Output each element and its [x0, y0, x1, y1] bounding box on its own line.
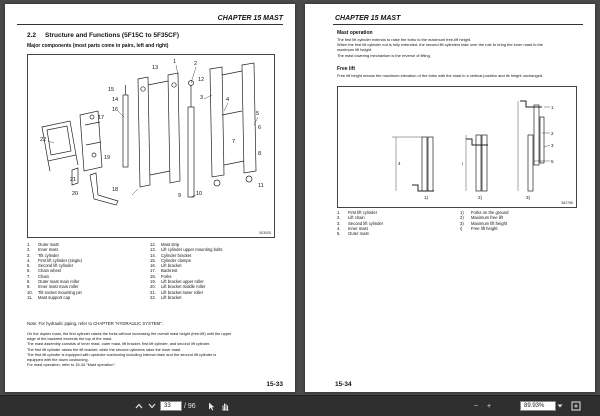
- chapter-header: CHAPTER 15 MAST: [217, 15, 283, 22]
- callout-21: 21: [70, 177, 77, 183]
- chevron-down-icon[interactable]: [146, 400, 158, 412]
- legend-row: 4. Inner mast: [337, 225, 368, 231]
- exploded-diagram: [27, 54, 275, 238]
- legend-row: i) Free lift height: [460, 225, 498, 231]
- hand-tool-icon[interactable]: [219, 400, 231, 412]
- zoom-in-button[interactable]: +: [486, 402, 492, 410]
- zoom-out-button[interactable]: −: [473, 402, 479, 410]
- right-page: [305, 4, 595, 392]
- callout-13: 13: [152, 65, 159, 71]
- mast-exploded-view: [28, 55, 274, 237]
- backrest-drawing: [42, 121, 78, 185]
- figure-legend-left: [337, 210, 457, 236]
- callout-2: 2: [551, 131, 554, 136]
- callout-3: 3: [200, 95, 204, 101]
- parts-legend-left: [27, 242, 147, 300]
- note: Note: For hydraulic piping, refer to CHAPTER "HYDRAULIC SYSTEM".: [27, 321, 163, 326]
- pdf-viewer-toolbar: [0, 395, 600, 416]
- stage-3-label: 3): [526, 195, 531, 200]
- legend-row: 22. Lift bracket: [150, 294, 182, 300]
- callout-2: 2: [194, 61, 198, 67]
- figure-code: 582786: [561, 201, 573, 205]
- callout-1: 1: [173, 59, 177, 65]
- callout-12: 12: [198, 77, 205, 83]
- callout-5: 5: [551, 159, 554, 164]
- legend-row: 2) Maximum free lift: [460, 215, 503, 221]
- header-rule: [17, 24, 283, 25]
- callout-19: 19: [104, 155, 111, 161]
- legend-row: 1. First lift cylinder: [337, 210, 378, 215]
- callout-18: 18: [112, 187, 119, 193]
- callout-9: 9: [178, 193, 182, 199]
- callout-4: 4: [226, 97, 230, 103]
- subheading: Major components (most parts come in pairs, left and right): [27, 43, 169, 49]
- legend-row: 3. Tilt cylinder: [27, 252, 60, 258]
- legend-row: 1) Forks on the ground: [460, 210, 509, 215]
- callout-3: 3: [551, 143, 554, 148]
- header-rule: [333, 24, 583, 25]
- legend-row: 9. Inner mast main roller: [27, 284, 79, 290]
- callout-16: 16: [112, 107, 119, 113]
- legend-row: 2. Inner mast: [27, 247, 58, 253]
- stage-2-mast: [466, 135, 488, 191]
- legend-row: 21. Lift bracket lower roller: [150, 289, 204, 295]
- section-title: [27, 32, 179, 39]
- legend-row: 20. Lift bracket middle roller: [150, 284, 206, 290]
- callout-6: 6: [258, 125, 262, 131]
- legend-row: 10. Tilt socket mounting pin: [27, 289, 82, 295]
- legend-row: 8. Outer mast main roller: [27, 279, 80, 285]
- legend-row: 4. First lift cylinder (single): [27, 257, 82, 263]
- outer-mast-drawing: [210, 63, 256, 186]
- zoom-dropdown-icon[interactable]: [556, 400, 564, 412]
- legend-row: 6. Chain wheel: [27, 268, 62, 274]
- callout-22: 22: [40, 137, 47, 143]
- total-pages: / 96: [184, 402, 196, 410]
- mast-operation-text: The first lift cylinder extends to raise the forks to the maximum free-lift height. When the first lift cylinder rod is fully extended, the second lift cylinders take over the role to bring the inner mast to the maximum lift height. The mast lowering mechanism is the reverse of lifting.: [337, 37, 543, 58]
- legend-row: 16. Lift bracket: [150, 263, 182, 269]
- free-lift-heading: Free lift: [337, 66, 356, 72]
- callout-4: 4: [398, 161, 401, 166]
- legend-row: 5. Outer mast: [337, 231, 369, 237]
- parts-legend-right: [150, 242, 275, 300]
- legend-row: 18. Forks: [150, 273, 172, 279]
- figure-code: 503005: [259, 231, 271, 235]
- callout-7: 7: [232, 139, 236, 145]
- body-text: On the duplex mast, the first cylinder raises the forks without increasing the overall mast height (free-lift) until the upper edge of the backrest exceeds the top of the mast. The mast assembly consists of inner mast, outer mast, lift bracket, first lift cylinder, and second lift cylinder. The first lift cylinder raises the lift bracket, while the second cylinders raise the inner mast. The first lift cylinder is equipped with upstroke cushioning including internal drain and the second lift cylinder is equipped with the down cushioning. For mast operation, refer to 15-34 "Mast operation".: [27, 331, 232, 368]
- stage-3-mast: [518, 101, 544, 191]
- section-title-text: Structure and Functions (5F15C to 5F35CF): [45, 32, 179, 39]
- legend-row: 14. Cylinder bracket: [150, 252, 192, 258]
- legend-row: 13. Lift cylinder upper mounting bolts: [150, 247, 223, 253]
- page-number: 15-33: [266, 381, 283, 388]
- page-number-input[interactable]: 33: [160, 401, 182, 411]
- mast-operation-heading: Mast operation: [337, 30, 373, 36]
- chapter-header: CHAPTER 15 MAST: [335, 15, 401, 22]
- zoom-level-input[interactable]: 89.93%: [520, 401, 556, 411]
- legend-row: 15. Cylinder clamps: [150, 257, 191, 263]
- stage-1-label: 1): [424, 195, 429, 200]
- legend-row: 19. Lift bracket upper roller: [150, 279, 204, 285]
- legend-row: 12. Mast strip: [150, 242, 180, 247]
- inner-mast-drawing: [138, 73, 180, 187]
- callout-10: 10: [196, 191, 203, 197]
- callout-1: 1: [551, 105, 554, 110]
- lift-cylinder-drawing: [123, 81, 194, 198]
- legend-row: 7. Chain: [27, 273, 49, 279]
- cursor-icon[interactable]: [205, 400, 217, 412]
- callout-14: 14: [112, 97, 119, 103]
- callout-11: 11: [258, 183, 264, 189]
- stage-2-label: 2): [478, 195, 483, 200]
- legend-row: 3) Maximum lift height: [460, 220, 508, 226]
- free-lift-text: Free lift height means the maximum elevation of the forks with the mast in a vertical position and its height unchanged.: [337, 73, 544, 78]
- callout-20: 20: [72, 191, 79, 197]
- legend-row: 3. Second lift cylinder: [337, 220, 384, 226]
- figure-legend-right: [460, 210, 575, 231]
- callout-15: 15: [108, 87, 115, 93]
- legend-row: 1. Outer mast: [27, 242, 59, 247]
- chevron-up-icon[interactable]: [133, 400, 145, 412]
- callout-8: 8: [258, 151, 262, 157]
- callout-17: 17: [98, 115, 105, 121]
- fit-page-icon[interactable]: [570, 400, 582, 412]
- legend-row: 2. Lift chain: [337, 215, 365, 221]
- legend-row: 11. Mast support cap: [27, 294, 71, 300]
- left-page: [5, 4, 295, 392]
- section-number: 2.2: [27, 32, 37, 39]
- legend-row: 17. Backrest: [150, 268, 178, 274]
- lift-stages-drawing: [338, 87, 576, 207]
- page-number: 15-34: [335, 381, 352, 388]
- callout-i: i: [462, 161, 463, 166]
- callout-5: 5: [256, 111, 260, 117]
- lift-stages-diagram: [337, 86, 577, 208]
- legend-row: 5. Second lift cylinder: [27, 263, 74, 269]
